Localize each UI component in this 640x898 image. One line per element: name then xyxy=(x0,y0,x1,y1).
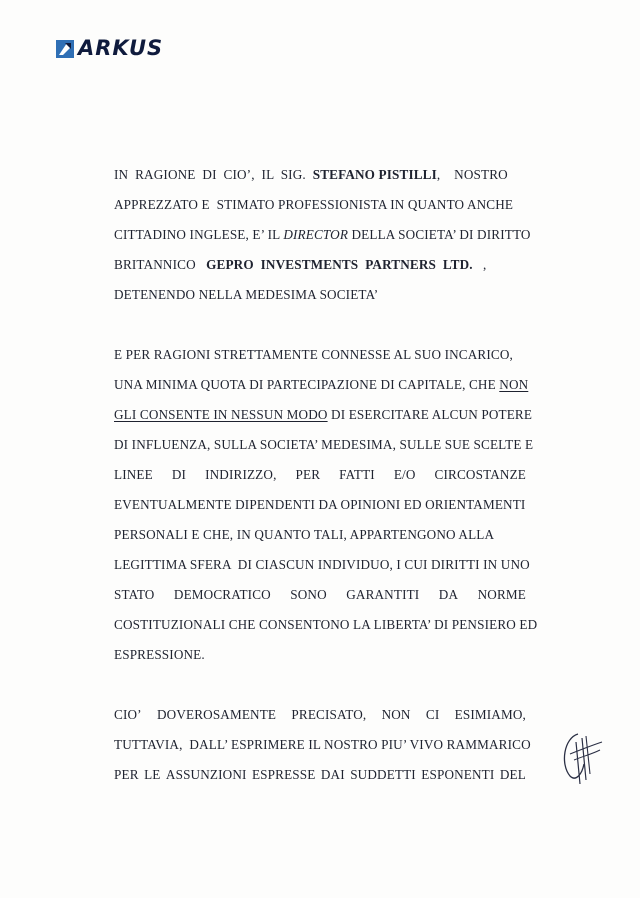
text-line-justified: STATO DEMOCRATICO SONO GARANTITI DA NORME xyxy=(114,587,526,602)
text-line: UNA MINIMA QUOTA DI PARTECIPAZIONE DI CAPITALE, CHE NON xyxy=(114,377,529,392)
text-line: E PER RAGIONI STRETTAMENTE CONNESSE AL SUO INCARICO, xyxy=(114,347,513,362)
text-line-justified: PER LE ASSUNZIONI ESPRESSE DAI SUDDETTI ESPONENTI DEL xyxy=(114,767,526,782)
role-title: DIRECTOR xyxy=(283,227,349,242)
underlined-text: GLI CONSENTE IN NESSUN MODO xyxy=(114,407,328,422)
text-line: EVENTUALMENTE DIPENDENTI DA OPINIONI ED ORIENTAMENTI xyxy=(114,497,526,512)
signature-initials-icon xyxy=(556,724,604,794)
text-line: PERSONALI E CHE, IN QUANTO TALI, APPARTENGONO ALLA xyxy=(114,527,495,542)
text-line: LEGITTIMA SFERA DI CIASCUN INDIVIDUO, I CUI DIRITTI IN UNO xyxy=(114,557,530,572)
text-line-justified: LINEE DI INDIRIZZO, PER FATTI E/O CIRCOSTANZE xyxy=(114,467,526,482)
company-name: GEPRO INVESTMENTS PARTNERS LTD. xyxy=(206,257,473,272)
text-line: TUTTAVIA, DALL’ ESPRIMERE IL NOSTRO PIU’ VIVO RAMMARICO xyxy=(114,737,531,752)
underlined-text: NON xyxy=(499,377,529,392)
logo-wordmark: ARKUS xyxy=(78,36,164,60)
text-line: GLI CONSENTE IN NESSUN MODO DI ESERCITARE ALCUN POTERE xyxy=(114,407,533,422)
text-line: DETENENDO NELLA MEDESIMA SOCIETA’ xyxy=(114,287,379,302)
text-line-justified: CIO’ DOVEROSAMENTE PRECISATO, NON CI ESIMIAMO, xyxy=(114,707,526,722)
text-line: CITTADINO INGLESE, E’ IL DIRECTOR DELLA SOCIETA’ DI DIRITTO xyxy=(114,227,531,242)
person-name: STEFANO PISTILLI xyxy=(312,167,437,182)
paragraph-2 xyxy=(114,340,538,670)
text-line: ESPRESSIONE. xyxy=(114,647,205,662)
paragraph-1 xyxy=(114,160,531,310)
text-line: IN RAGIONE DI CIO’, IL SIG. STEFANO PISTILLI, NOSTRO xyxy=(114,167,508,182)
arkus-logo-mark-icon xyxy=(56,40,74,58)
text-line: BRITANNICO GEPRO INVESTMENTS PARTNERS LTD. , xyxy=(114,257,487,272)
paragraph-3 xyxy=(114,700,531,790)
text-line: APPREZZATO E STIMATO PROFESSIONISTA IN QUANTO ANCHE xyxy=(114,197,514,212)
text-line: DI INFLUENZA, SULLA SOCIETA’ MEDESIMA, SULLE SUE SCELTE E xyxy=(114,437,534,452)
text-line: COSTITUZIONALI CHE CONSENTONO LA LIBERTA’ DI PENSIERO ED xyxy=(114,617,538,632)
company-logo xyxy=(56,38,163,59)
